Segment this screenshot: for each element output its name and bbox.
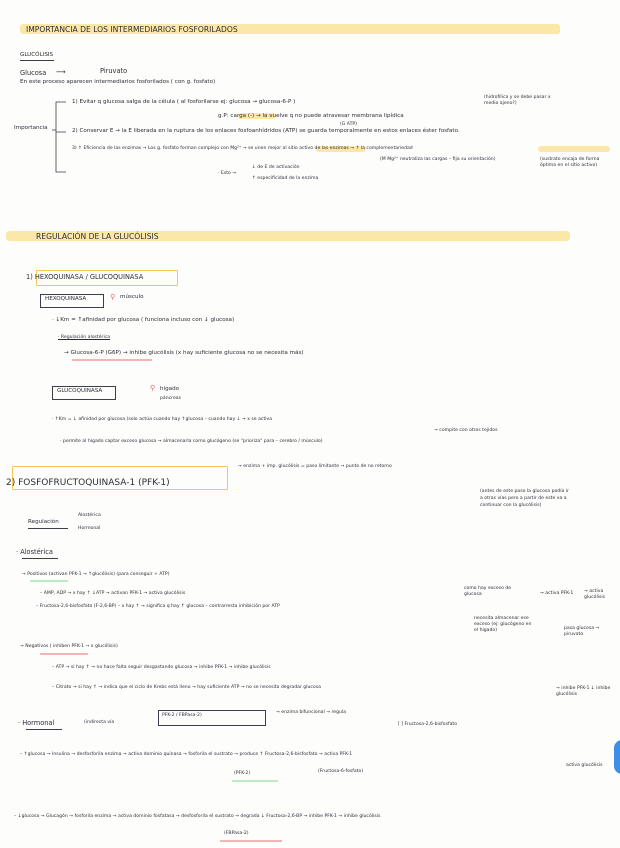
gk-perm-line: · permite al hígado captar exceso glucosa → almacenarla como glucógeno (se "prioriza" para – cerebro / músculo) (60, 439, 323, 444)
section-title: IMPORTANCIA DE LOS INTERMEDIARIOS FOSFORILADOS (26, 25, 238, 34)
underline (26, 729, 62, 730)
esto-sub-1: ↓ de E de activación (252, 165, 300, 170)
fructosa-line: – Fructosa-2,6-bisfosfato (F-2,6-BP) – x hay ↑ → significa q hay ↑ glucosa – contrarresta inhibición por ATP (36, 604, 280, 609)
atp-note: (G ATP) (340, 122, 357, 127)
hexoquinasa-label: HEXOQUINASA (45, 296, 87, 302)
pfk-note: (antes de este paso la glucosa podía ir a otras vías pero a partir de este va a continuar con la glucólisis) (480, 489, 569, 508)
hormonal-box-text: PFK-2 / FBPasa-2) (162, 713, 202, 718)
col-b: → activa PFK-1 (540, 591, 574, 596)
citrato-line: – Citrato → si hay ↑ → indica que el ciclo de Krebs está lleno → hay suficiente ATP → no se necesita degradar glucosa (52, 685, 321, 690)
esto-sub-2: ↑ especificidad de la enzima (252, 176, 319, 181)
pfk-desc: → enzima + imp. glucólisis = paso limitante → punto de no retorno (238, 464, 392, 469)
point-1-note: (hidrofílica y se debe pasar x medio ajeno?) (484, 95, 551, 106)
higado-label: hígado (160, 386, 180, 392)
col-c: → activa glucólisis (584, 589, 606, 600)
gk-km-note: → compite con otros tejidos (434, 428, 498, 433)
col-d: necesita almacenar ese exceso (ej: glucógeno en el hígado) (474, 616, 532, 633)
negativos-highlight (40, 653, 88, 655)
glucosa-text: Glucosa (20, 69, 47, 77)
activa-glucolisis: activa glucólisis (566, 763, 603, 768)
importancia-label: Importancia (14, 125, 48, 131)
pfk-title: 2) FOSFOFRUCTOQUINASA-1 (PFK-1) (6, 478, 170, 488)
point-2: 2) Conservar E → la E liberada en la ruptura de los enlaces fosfoanhídridos (ATP) se guarda temporalmente en estos enlaces éster fosfato. (72, 128, 460, 134)
g6p-line: → Glucosa-6-P (G6P) → inhibe glucólisis (x hay suficiente glucosa no se necesita más) (64, 350, 304, 356)
glucoquinasa-label: GLUCOQUINASA (57, 388, 103, 394)
glucosa-down-line: – ↓glucosa → Glucagón → fosforila enzima → activa dominio fosfatasa → desfosforila el sustrato → degrada ↓ Fructosa-2,6-BP → inhibe PFK-1 → inhibe glucólisis (14, 814, 381, 819)
positivos-highlight (30, 580, 68, 582)
underline (22, 558, 58, 559)
point-1: 1) Evitar q glucosa salga de la célula ( al fosforilarse ej: glucosa → glucosa-6-P ) (72, 99, 296, 105)
pancreas-label: páncreas (160, 396, 181, 401)
esto-label: · Esto → (218, 171, 237, 176)
point-1-sub: g.P: carga (-) → la vuelve q no puede atravesar membrana lipídica (218, 113, 404, 119)
arrow: ⟶ (56, 68, 66, 76)
fructosa-6p-label: (Fructosa-6-fosfato) (318, 769, 364, 774)
process-line: En este proceso aparecen intermediarios fosforilados ( con g. fosfato) (20, 79, 216, 85)
complementariedad-highlight (538, 146, 610, 152)
point-3: 3) ↑ Eficiencia de las enzimas → Los g. fosfato forman complejo con Mg²⁺ → se unen mejor al sitio activo de las enzimas → ↑ la complementariedad (72, 146, 413, 151)
regulacion-label: Regulación (28, 519, 59, 525)
col-e: pasa glucosa → piruvato (564, 626, 600, 637)
hormonal-option: Hormonal (78, 526, 101, 531)
piruvato-text: Piruvato (100, 67, 128, 75)
point-3-note-2: (sustrato encaja de forma óptima en el sitio activo) (540, 157, 600, 168)
amp-line: – AMP, ADP → x hay ↑ ↓ATP → activan PFK-1 → activa glucólisis (40, 591, 186, 596)
musculo-label: músculo (120, 294, 144, 300)
glucolisis-label: GLUCÓLISIS (20, 52, 54, 58)
hormonal-desc: (indirecta vía (84, 720, 115, 725)
pfk2-highlight (232, 780, 278, 782)
hormonal-desc-2: → enzima bifuncional → regula (276, 710, 347, 715)
gk-km-line: · ↑Km = ↓ afinidad por glucosa (solo actúa cuando hay ↑glucosa – cuando hay ↓ → x se activa (52, 417, 273, 422)
pfk2-label: (PFK-2) (234, 771, 251, 776)
location-pin-icon: ⚲ (150, 384, 156, 392)
negativos-line: → Negativos ( inhiben PFK-1 → x glucólisis) (20, 644, 118, 649)
point-3-note: (M Mg²⁺ neutraliza las cargas – fija su orientación) (380, 157, 496, 162)
reg-alosterica: · Regulación alostérica (58, 335, 111, 340)
hormonal-heading: · Hormonal (18, 719, 55, 727)
atp-line: – ATP → si hay ↑ → no hace falta seguir desgastando glucosa → inhibe PFK-1 → inhibe glucólisis (52, 665, 271, 670)
citrato-end: → inhibe PFK-1 ↓ inhibe glucólisis (556, 686, 611, 697)
scroll-handle[interactable] (614, 740, 620, 774)
hk-title: 1) HEXOQUINASA / GLUCOQUINASA (26, 273, 144, 281)
hormonal-sub: [ ] Fructosa-2,6-bisfosfato (398, 722, 458, 727)
glucosa-up-line: – ↑glucosa → Insulina → desfosforila enzima → activa dominio quinasa → fosforila el sustrato → produce ↑ Fructosa-2,6-bisfosfato → activa PFK-1 (20, 752, 353, 757)
alosterica-option: Alostérica (78, 513, 101, 518)
underline (28, 528, 68, 529)
section-title-2: REGULACIÓN DE LA GLUCÓLISIS (36, 232, 159, 241)
location-pin-icon: ⚲ (110, 293, 116, 301)
positivos-line: → Positivos (activan PFK-1 → ↑glucólisis) (para conseguir + ATP) (22, 572, 170, 577)
fbpasa-highlight (220, 840, 282, 842)
g6p-highlight (72, 359, 152, 361)
alosterica-heading: · Alostérica (16, 548, 53, 556)
underline (20, 60, 54, 61)
col-a: como hay exceso de glucosa (464, 586, 512, 597)
bracket-icon (52, 100, 68, 180)
km-line: · ↓Km = ↑afinidad por glucosa ( funciona incluso con ↓ glucosa) (52, 317, 235, 323)
fbpasa-label: (FBPasa-2) (224, 831, 249, 836)
